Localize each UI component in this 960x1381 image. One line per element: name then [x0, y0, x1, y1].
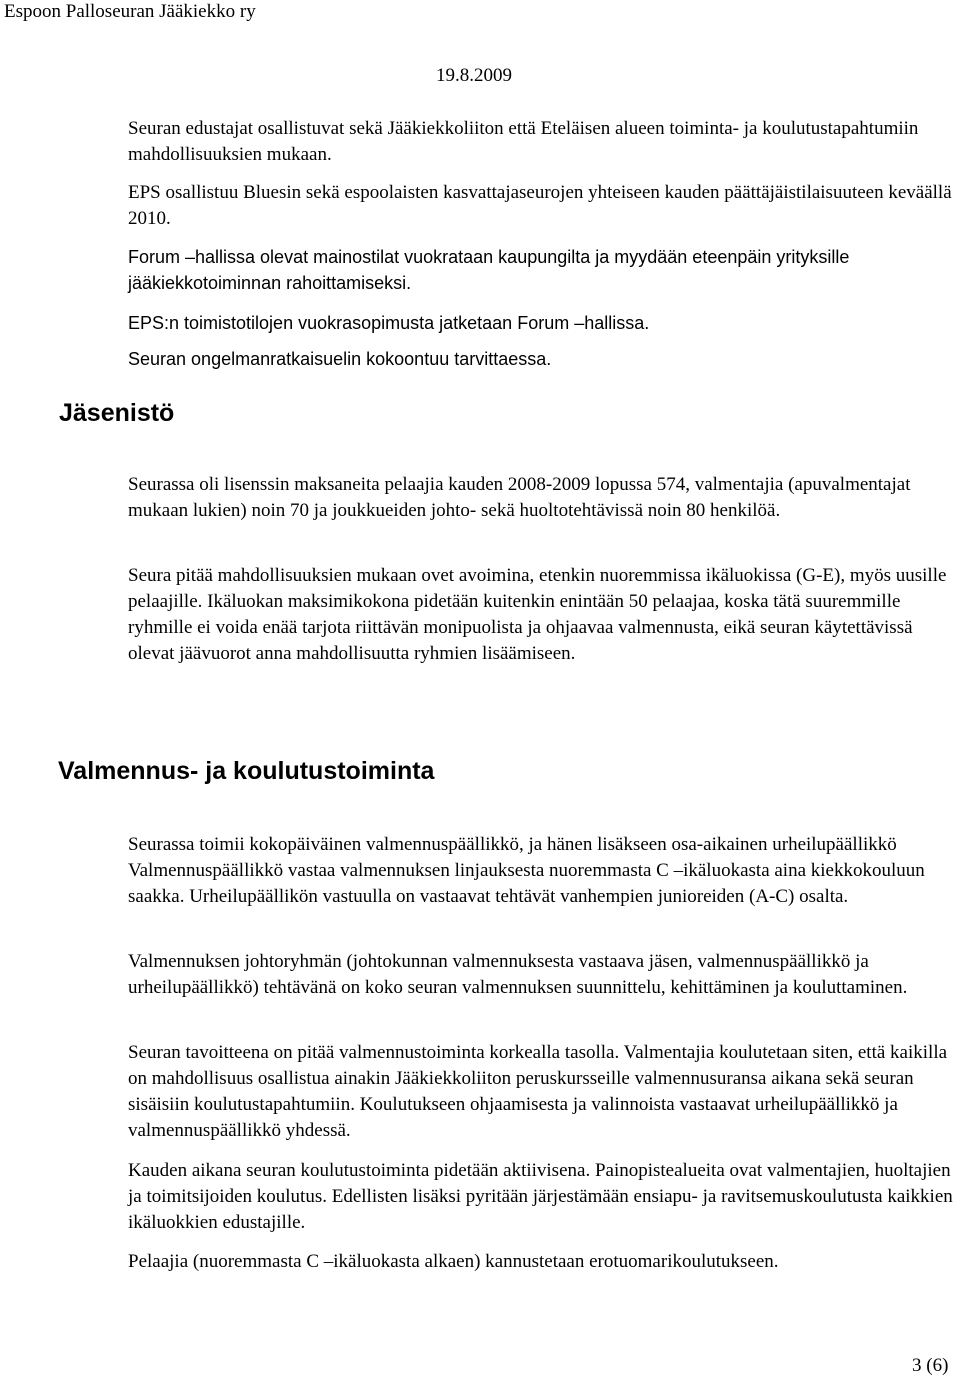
intro-paragraph-5: Seuran ongelmanratkaisuelin kokoontuu tarvittaessa.	[128, 349, 552, 369]
valmennus-paragraph-2: Valmennuksen johtoryhmän (johtokunnan valmennuksesta vastaava jäsen, valmennuspäällikkö ja urheilupäällikkö) tehtävänä on koko seuran valmennuksen suunnittelu, kehittäminen ja kouluttaminen.	[128, 951, 908, 998]
valmennus-paragraph-3: Seuran tavoitteena on pitää valmennustoiminta korkealla tasolla. Valmentajia koulutetaan siten, että kaikilla on mahdollisuus osallistua ainakin Jääkiekkoliiton peruskursseille valmennusuransa aikana sekä seuran sisäisiin koulutustapahtumiin. Koulutukseen ohjaamisesta ja valinnoista vastaavat urheilupäällikkö ja valmennuspäällikkö yhdessä.	[128, 1042, 948, 1141]
intro-paragraph-3: Forum –hallissa olevat mainostilat vuokrataan kaupungilta ja myydään eteenpäin yrityksille jääkiekkotoiminnan rahoittamiseksi.	[128, 247, 850, 293]
footer-page-number: 3 (6)	[912, 1355, 949, 1376]
valmennus-paragraph-4: Kauden aikana seuran koulutustoiminta pidetään aktiivisena. Painopistealueita ovat valmentajien, huoltajien ja toimitsijoiden koulutus. Edellisten lisäksi pyritään järjestämään ensiapu- ja ravitsemuskoulutusta kaikkien ikäluokkien edustajille.	[128, 1160, 953, 1233]
section-heading-valmennus: Valmennus- ja koulutustoiminta	[58, 757, 435, 785]
intro-paragraph-4: EPS:n toimistotilojen vuokrasopimusta jatketaan Forum –hallissa.	[128, 313, 650, 333]
section-heading-jasenisto: Jäsenistö	[59, 399, 175, 427]
intro-paragraph-2: EPS osallistuu Bluesin sekä espoolaisten kasvattajaseurojen yhteiseen kauden päättäjäistilaisuuteen keväällä 2010.	[128, 182, 952, 229]
header-date: 19.8.2009	[436, 65, 512, 86]
jasenisto-paragraph-2: Seura pitää mahdollisuuksien mukaan ovet avoimina, etenkin nuoremmissa ikäluokissa (G-E), myös uusille pelaajille. Ikäluokan maksimikokona pidetään kuitenkin enintään 50 pelaajaa, koska tätä suuremmille ryhmille ei voida enää tarjota riittävän monipuolista ja ohjaavaa valmennusta, eikä seuran käytettävissä olevat jäävuorot anna mahdollisuutta ryhmien lisäämiseen.	[128, 565, 947, 664]
jasenisto-paragraph-1: Seurassa oli lisenssin maksaneita pelaajia kauden 2008-2009 lopussa 574, valmentajia (apuvalmentajat mukaan lukien) noin 70 ja joukkueiden johto- sekä huoltotehtävissä noin 80 henkilöä.	[128, 474, 911, 521]
intro-paragraph-1: Seuran edustajat osallistuvat sekä Jääkiekkoliiton että Eteläisen alueen toiminta- ja koulutustapahtumiin mahdollisuuksien mukaan.	[128, 118, 919, 165]
valmennus-paragraph-1: Seurassa toimii kokopäiväinen valmennuspäällikkö, ja hänen lisäkseen osa-aikainen urheilupäällikkö Valmennuspäällikkö vastaa valmennuksen linjauksesta nuoremmasta C –ikäluokasta aina kiekkokouluun saakka. Urheilupäällikön vastuulla on vastaavat tehtävät vanhempien junioreiden (A-C) osalta.	[128, 834, 925, 907]
header-organization: Espoon Palloseuran Jääkiekko ry	[4, 1, 256, 22]
valmennus-paragraph-5: Pelaajia (nuoremmasta C –ikäluokasta alkaen) kannustetaan erotuomarikoulutukseen.	[128, 1251, 779, 1272]
